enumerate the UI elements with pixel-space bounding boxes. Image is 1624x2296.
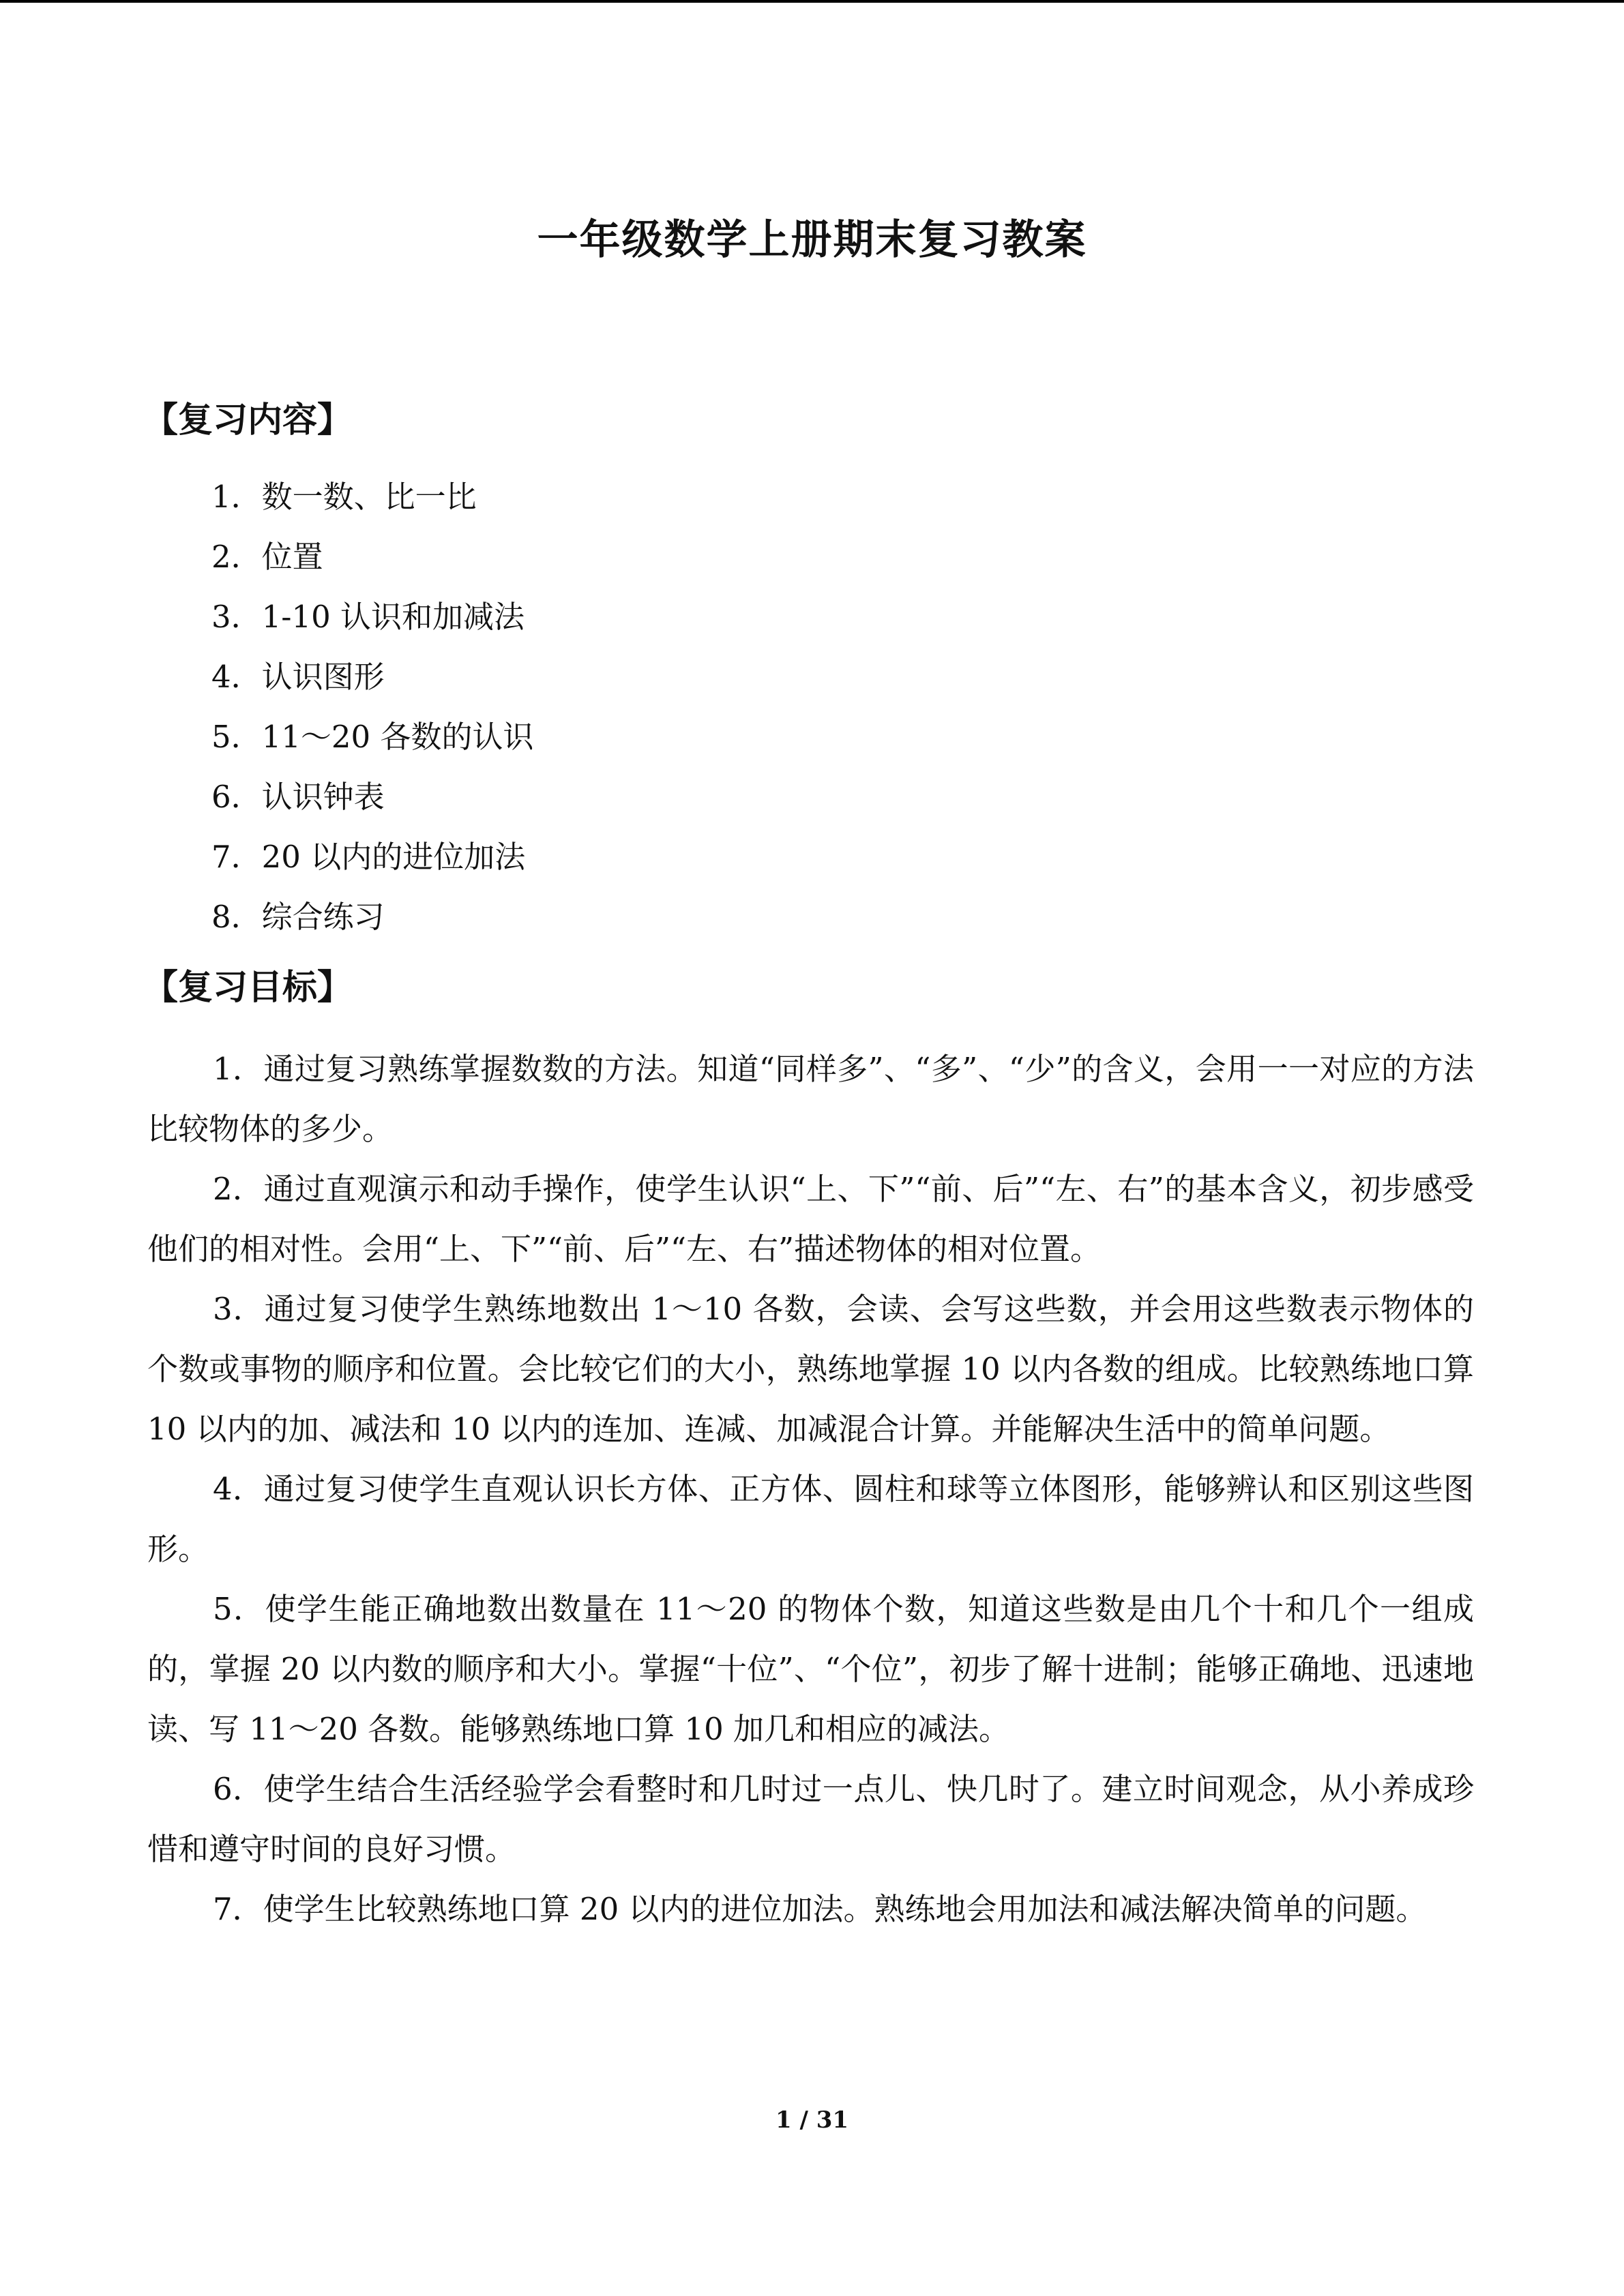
review-goals — [147, 1039, 1474, 1939]
review-content-list — [211, 477, 533, 957]
goal-paragraph: 1．通过复习熟练掌握数数的方法。知道“同样多”、“多”、“少”的含义，会用一一对应的方法比较物体的多少。 — [147, 1051, 1474, 1147]
list-item: 5．11～20 各数的认识 — [211, 719, 534, 755]
list-item: 3．1-10 认识和加减法 — [211, 599, 525, 635]
goal-paragraph: 2．通过直观演示和动手操作，使学生认识“上、下”“前、后”“左、右”的基本含义，初步感受他们的相对性。会用“上、下”“前、后”“左、右”描述物体的相对位置。 — [147, 1171, 1474, 1267]
goal-paragraph: 4．通过复习使学生直观认识长方体、正方体、圆柱和球等立体图形，能够辨认和区别这些图形。 — [147, 1471, 1474, 1567]
list-item: 7．20 以内的进位加法 — [211, 839, 526, 875]
section-heading-goals: 【复习目标】 — [143, 968, 353, 1008]
list-item: 2．位置 — [211, 539, 323, 575]
goal-paragraph: 3．通过复习使学生熟练地数出 1～10 各数，会读、会写这些数，并会用这些数表示物体的个数或事物的顺序和位置。会比较它们的大小，熟练地掌握 10 以内各数的组成。比较熟练地口算 10 以内的加、减法和 10 以内的连加、连减、加减混合计算。并能解决生活中的简单问题。 — [147, 1291, 1474, 1447]
section-heading-content: 【复习内容】 — [143, 400, 353, 441]
document-title: 一年级数学上册期末复习教案 — [537, 216, 1087, 264]
page-number: 1 / 31 — [775, 2106, 849, 2134]
goal-paragraph: 6．使学生结合生活经验学会看整时和几时过一点儿、快几时了。建立时间观念，从小养成珍惜和遵守时间的良好习惯。 — [147, 1771, 1474, 1867]
list-item: 6．认识钟表 — [211, 779, 385, 815]
goal-paragraph: 5．使学生能正确地数出数量在 11～20 的物体个数，知道这些数是由几个十和几个一组成的，掌握 20 以内数的顺序和大小。掌握“十位”、“个位”，初步了解十进制；能够正确地、迅速地读、写 11～20 各数。能够熟练地口算 10 加几和相应的减法。 — [147, 1591, 1474, 1747]
list-item: 8．综合练习 — [211, 899, 385, 935]
goal-paragraph: 7．使学生比较熟练地口算 20 以内的进位加法。熟练地会用加法和减法解决简单的问题。 — [213, 1891, 1427, 1927]
list-item: 1．数一数、比一比 — [211, 479, 477, 515]
list-item: 4．认识图形 — [211, 659, 385, 695]
